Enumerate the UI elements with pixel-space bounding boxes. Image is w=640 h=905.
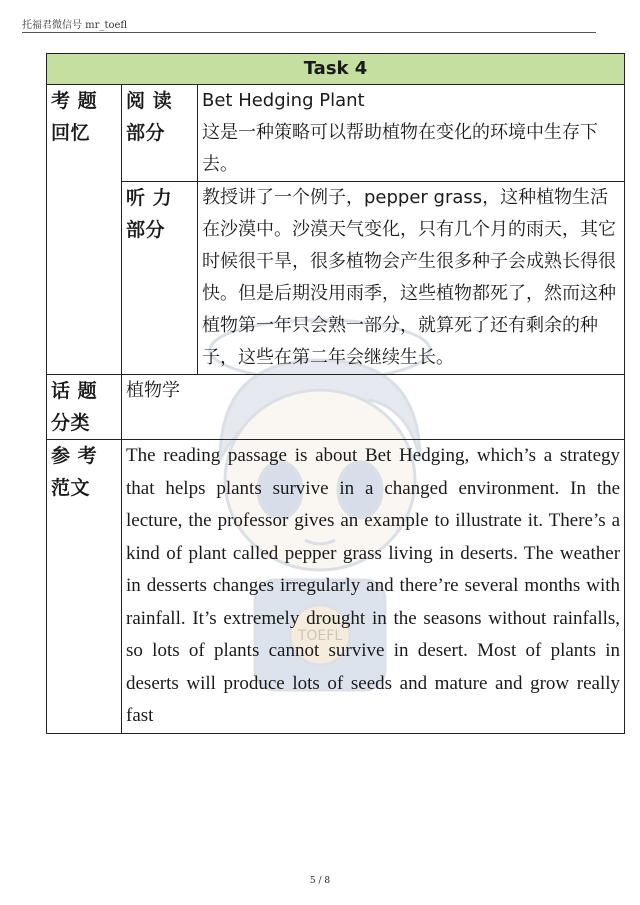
recall-label: 考 题 回忆 [47, 85, 122, 375]
reading-title: Bet Hedging Plant [202, 90, 365, 111]
topic-label: 话 题 分类 [47, 375, 122, 440]
page-header [22, 10, 596, 33]
reading-cell [198, 85, 625, 182]
task-table [46, 53, 625, 734]
topic-value: 植物学 [122, 375, 625, 440]
task-title: Task 4 [47, 54, 625, 85]
watermark-badge: TOEFL [297, 628, 343, 644]
listening-text: 教授讲了一个例子，pepper grass，这种植物生活在沙漠中。沙漠天气变化，只有几个月的雨天，其它时候很干旱，很多植物会产生很多种子会成熟长得很快。但是后期没用雨季，这些植物都死了，然而这种植物第一年只会熟一部分，就算死了还有剩余的种子，这些在第二年会继续生长。 [198, 182, 625, 375]
page-number: 5 / 8 [309, 876, 331, 886]
sample-text: The reading passage is about Bet Hedging, which’s a strategy that helps plants survive in a changed environment. In the lecture, the professor gives an example to illustrate it. There’s a kind of plant called pepper grass living in deserts. The weather in desserts changes irregularly and there’re several months with rainfall. It’s extremely drought in the seasons without rainfalls, so lots of plants cannot survive in desert. Most of plants in deserts will produce lots of seeds and mature and grow really fast [122, 440, 625, 734]
header-text: 托福君微信号 mr_toefl [22, 20, 128, 31]
reading-text: 这是一种策略可以帮助植物在变化的环境中生存下去。 [202, 122, 598, 175]
reading-label: 阅 读 部分 [122, 85, 198, 182]
sample-label: 参 考 范文 [47, 440, 122, 734]
listening-label: 听 力 部分 [122, 182, 198, 375]
